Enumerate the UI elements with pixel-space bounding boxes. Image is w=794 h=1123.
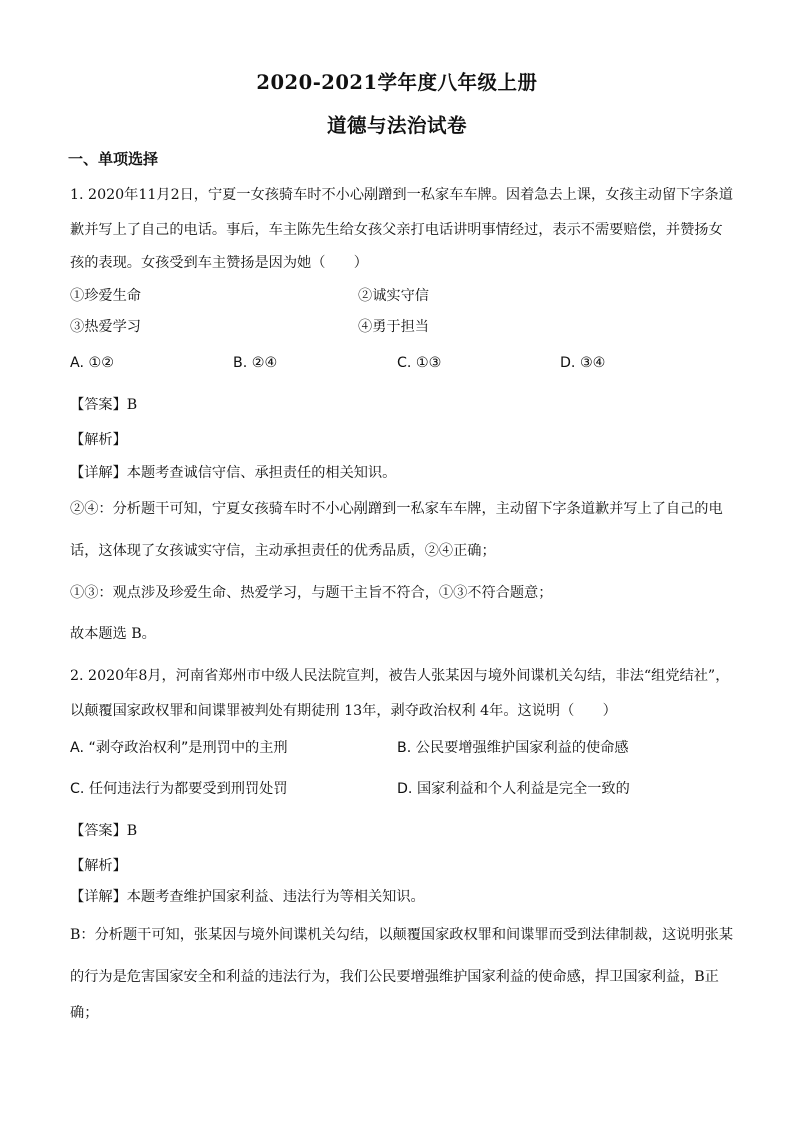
q2-stem-line-2: 以颠覆国家政权罪和间谍罪被判处有期徒刑 13年，剥夺政治权利 4年。这说明（ ） [70,703,617,719]
exam-title-subject: 道德与法治试卷 [326,114,467,137]
q2-option-c: C. 任何违法行为都要受到刑罚处罚 [70,781,288,797]
q1-stem-line-3: 孩的表现。女孩受到车主赞扬是因为她（ ） [70,255,368,271]
q1-statement-4: ④勇于担当 [358,319,429,335]
q2-option-b: B. 公民要增强维护国家利益的使命感 [397,740,629,756]
q1-analysis-label: 【解析】 [70,432,127,448]
q1-stem-line-1: 1. 2020年11月2日，宁夏一女孩骑车时不小心剐蹭到一私家车车牌。因着急去上课，女孩主动留下字条道 [70,187,733,203]
q2-explanation-line-2: 的行为是危害国家安全和利益的违法行为，我们公民要增强维护国家利益的使命感，捍卫国家利益，B正 [70,969,719,985]
q1-statement-1: ①珍爱生命 [70,288,141,304]
q2-answer: 【答案】B [70,823,138,839]
q2-explanation-line-3: 确； [70,1005,99,1021]
q1-explanation-line-1: ②④：分析题干可知，宁夏女孩骑车时不小心剐蹭到一私家车车牌，主动留下字条道歉并写上了自己的电 [70,501,723,517]
q2-explanation-line-1: B：分析题干可知，张某因与境外间谍机关勾结，以颠覆国家政权罪和间谍罪而受到法律制裁，这说明张某 [70,927,734,943]
q2-stem-line-1: 2. 2020年8月，河南省郑州市中级人民法院宣判，被告人张某因与境外间谍机关勾结，非法“组党结社”， [70,668,730,684]
exam-title-year: 2020-2021学年度八年级上册 [256,71,538,94]
q1-explanation-line-2: 话，这体现了女孩诚实守信，主动承担责任的优秀品质，②④正确； [70,543,496,559]
q1-answer: 【答案】B [70,397,138,413]
q2-analysis-label: 【解析】 [70,858,127,874]
section-heading: 一、单项选择 [68,150,159,168]
q1-statement-3: ③热爱学习 [70,319,141,335]
q1-explanation-line-4: 故本题选 B。 [70,626,156,642]
q1-stem-line-2: 歉并写上了自己的电话。事后，车主陈先生给女孩父亲打电话讲明事情经过，表示不需要赔偿，并赞扬女 [70,222,723,238]
q2-option-a: A. “剥夺政治权利”是刑罚中的主刑 [70,740,288,756]
q1-explanation-line-3: ①③：观点涉及珍爱生命、热爱学习，与题干主旨不符合，①③不符合题意； [70,585,553,601]
q1-detail: 【详解】本题考查诚信守信、承担责任的相关知识。 [70,465,397,481]
q1-option-c: C. ①③ [397,355,442,371]
q1-statement-2: ②诚实守信 [358,288,429,304]
q2-option-d: D. 国家利益和个人利益是完全一致的 [397,781,630,797]
q1-option-a: A. ①② [70,355,114,371]
q1-option-d: D. ③④ [560,355,606,371]
q2-detail: 【详解】本题考查维护国家利益、违法行为等相关知识。 [70,889,425,905]
q1-option-b: B. ②④ [233,355,278,371]
